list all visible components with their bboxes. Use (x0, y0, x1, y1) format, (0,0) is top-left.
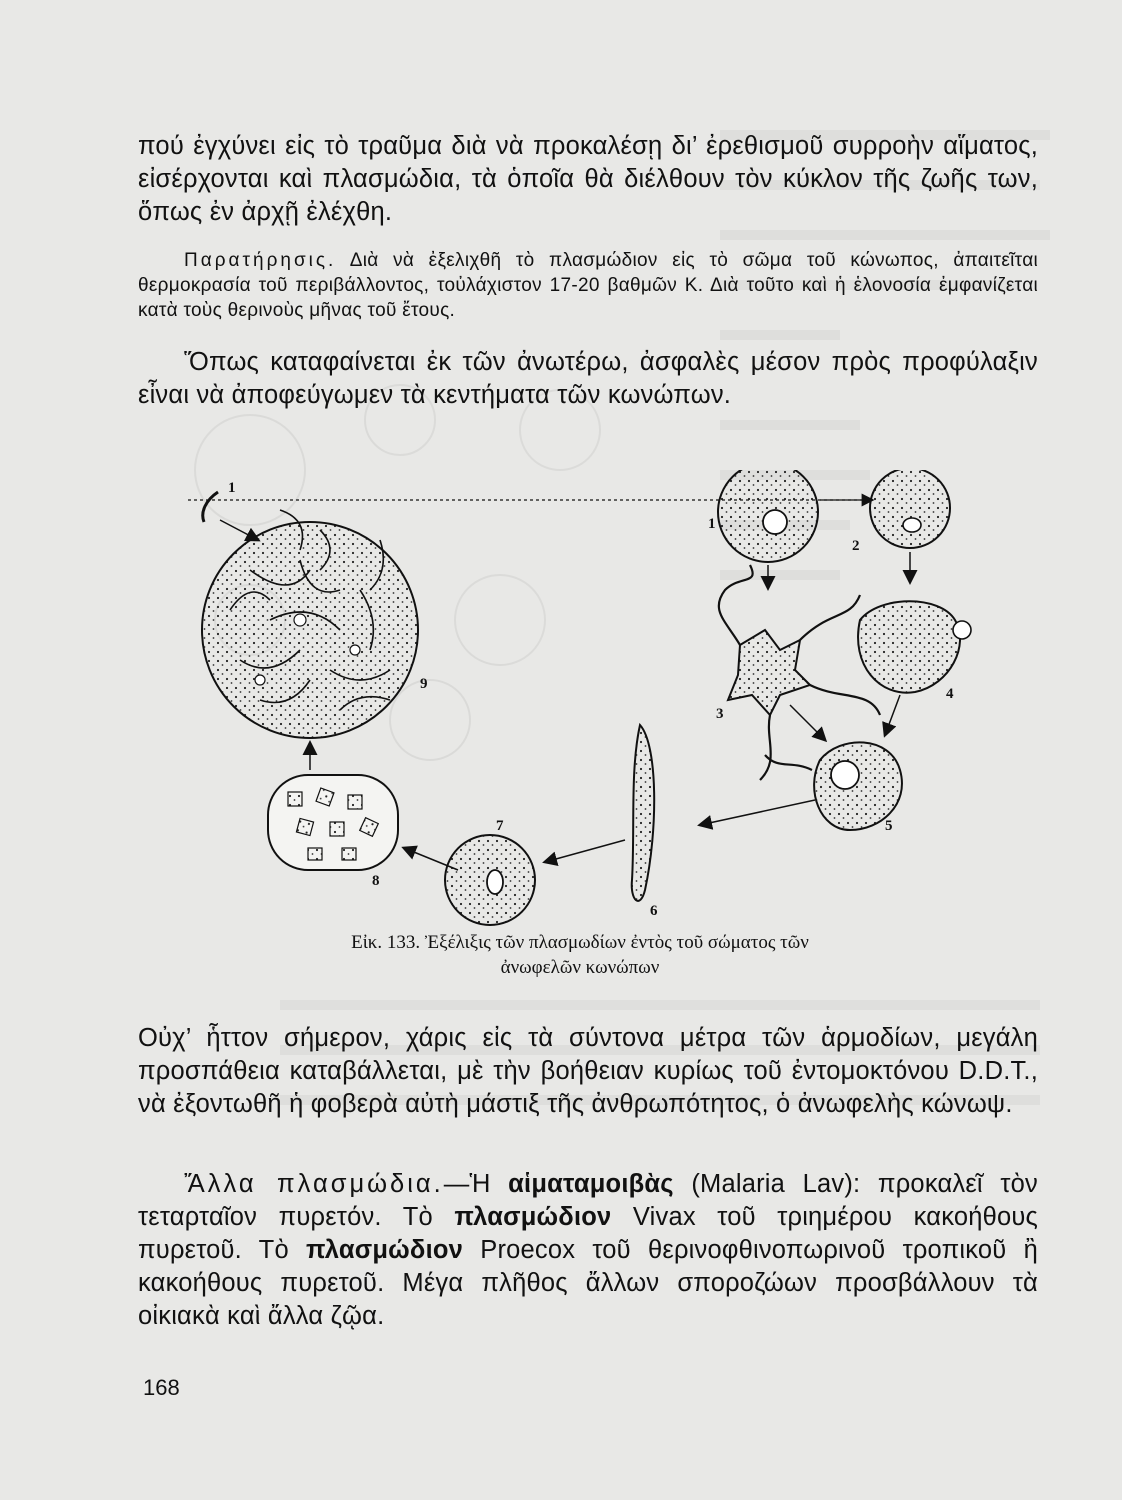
paragraph-4-text-1: Ἡ (469, 1170, 509, 1198)
label-5: 5 (885, 818, 893, 834)
note-text: Διὰ νὰ ἐξελιχθῆ τὸ πλασμώδιον εἰς τὸ σῶμα τοῦ κώνωπος, ἀπαιτεῖται θερμοκρασία τοῦ περιβάλλοντος, τοὐλάχιστον 17-20 βαθμῶν Κ. Διὰ τοῦτο καὶ ἡ ἑλονοσία ἐμφανίζεται κατὰ τοὺς θερινοὺς μῆνας τοῦ ἔτους. (138, 250, 1038, 321)
term-plasmodium-vivax: πλασμώδιον (454, 1203, 612, 1231)
label-6: 6 (650, 903, 658, 919)
label-2: 2 (852, 538, 860, 554)
heading-dash: — (443, 1170, 470, 1198)
paragraph-1: πού ἐγχύνει εἰς τὸ τραῦμα διὰ νὰ προκαλέσῃ δι’ ἐρεθισμοῦ συρροὴν αἵματος, εἰσέρχονται καὶ πλασμώδια, τὰ ὁποῖα θὰ διέλθουν τὸν κύκλον τῆς ζωῆς των, ὅπως ἐν ἀρχῇ ἐλέχθη. (138, 132, 1038, 226)
paragraph-4 (138, 1168, 1038, 1333)
page-number: 168 (143, 1375, 180, 1400)
note-label: Παρατήρησις. (184, 250, 337, 271)
caption-line-2: ἀνωφελῶν κωνώπων (500, 957, 660, 978)
plasmodium-cycle-figure (180, 470, 1060, 930)
label-7: 7 (496, 818, 504, 834)
oocyst-cell (202, 510, 418, 738)
label-9: 9 (420, 676, 428, 692)
macrogamete (858, 601, 971, 692)
label-1a: 1 (228, 480, 236, 496)
other-plasmodia-heading: Ἄλλα πλασμώδια. (184, 1170, 444, 1198)
term-aimatamoivas: αἱματαμοιβὰς (508, 1170, 674, 1198)
gametocyte-cell-2 (870, 470, 950, 548)
fertilized-macrogamete (765, 742, 902, 830)
label-8: 8 (372, 873, 380, 889)
term-plasmodium-proecox: πλασμώδιον (306, 1236, 464, 1264)
paragraph-4-text-3: Vivax τοῦ τριημέρου κακοήθους πυρετοῦ. Τὸ (138, 1203, 1039, 1264)
paragraph-2: Ὅπως καταφαίνεται ἐκ τῶν ἀνωτέρω, ἀσφαλὲς μέσον πρὸς προφύλαξιν εἶναι νὰ ἀποφεύγωμεν τὰ κεντήματα τῶν κωνώπων. (138, 348, 1038, 409)
label-1b: 1 (708, 516, 716, 532)
label-3: 3 (716, 706, 724, 722)
sporozoite (203, 492, 218, 522)
zygote-cell (445, 835, 535, 925)
caption-line-1: Εἰκ. 133. Ἐξέλιξις τῶν πλασμωδίων ἐντὸς τοῦ σώματος τῶν (351, 932, 809, 953)
paragraph-4-text-2: (Malaria Lav): προκαλεῖ τὸν τεταρταῖον πυρετόν. Τὸ (138, 1170, 1038, 1231)
gametocyte-cell-1 (718, 470, 818, 562)
figure-caption (200, 930, 960, 980)
label-4: 4 (946, 686, 954, 702)
paragraph-4-text-4: Proecox τοῦ θερινοφθινοπωρινοῦ τροπικοῦ ἢ κακοήθους πυρετοῦ. Μέγα πλῆθος ἄλλων σποροζώων προσβάλλουν τὰ οἰκιακὰ καὶ ἄλλα ζῷα. (138, 1236, 1038, 1330)
observation-note (138, 248, 1038, 323)
paragraph-3: Οὐχ’ ἧττον σήμερον, χάρις εἰς τὰ σύντονα μέτρα τῶν ἁρμοδίων, μεγάλη προσπάθεια καταβάλλεται, μὲ τὴν βοήθειαν κυρίως τοῦ ἐντομοκτόνου D.D.T., νὰ ἐξοντωθῆ ἡ φοβερὰ αὐτὴ μάστιξ τῆς ἀνθρωπότητος, ὁ ἀνωφελὴς κώνωψ. (138, 1024, 1038, 1118)
ookinete (632, 725, 654, 901)
cyst-segment (268, 775, 398, 870)
